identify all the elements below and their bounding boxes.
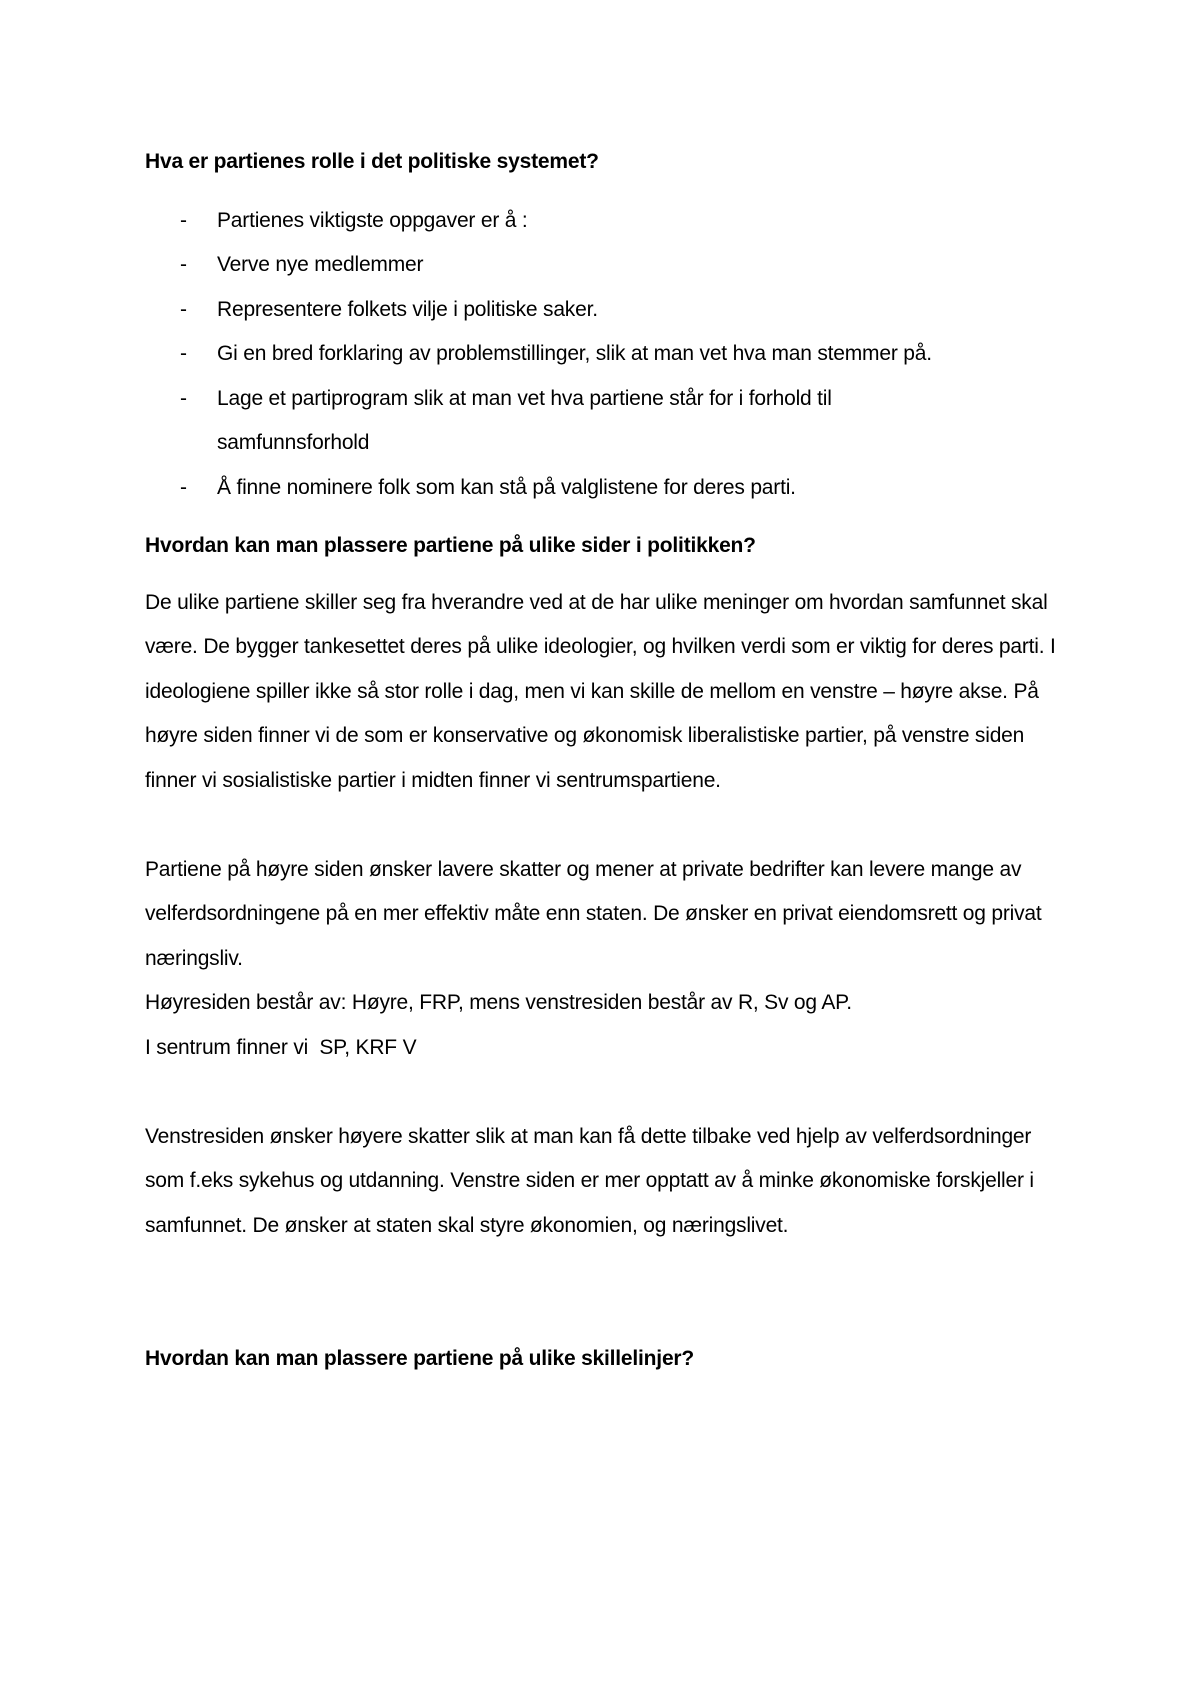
- dash-bullet: -: [180, 253, 187, 276]
- paragraph-ideologies: De ulike partiene skiller seg fra hverandre ved at de har ulike meninger om hvordan samfunnet skal være. De bygger tankesettet deres på ulike ideologier, og hvilken verdi som er viktig for deres parti. I ideologiene spiller ikke så stor rolle i dag, men vi kan skille de mellom en venstre – høyre akse. På høyre siden finner vi de som er konservative og økonomisk liberalistiske partier, på venstre siden finner vi sosialistiske partier i midten finner vi sentrumspartiene.: [145, 590, 1056, 792]
- list-item-text: Partienes viktigste oppgaver er å :: [217, 208, 528, 232]
- spacer: [145, 1248, 1075, 1337]
- paragraph-right-side: Partiene på høyre siden ønsker lavere skatter og mener at private bedrifter kan levere mange av velferdsordningene på en mer effektiv måte enn staten. De ønsker en privat eiendomsrett og privat næringsliv.: [145, 857, 1042, 970]
- dash-bullet: -: [180, 475, 187, 499]
- list-item-text: Verve nye medlemmer: [217, 253, 424, 276]
- heading-party-role: Hva er partienes rolle i det politiske systemet?: [145, 150, 599, 173]
- heading-cleavages: Hvordan kan man plassere partiene på ulike skillelinjer?: [145, 1347, 695, 1370]
- list-item-text: Gi en bred forklaring av problemstillinger, slik at man vet hva man stemmer på.: [217, 342, 932, 365]
- list-item-text: Representere folkets vilje i politiske saker.: [217, 297, 598, 321]
- spacer: [145, 803, 1075, 848]
- list-item: [145, 377, 1075, 466]
- line-centre-parties: I sentrum finner vi SP, KRF V: [145, 1035, 417, 1059]
- list-item: [145, 466, 1075, 511]
- list-item: [145, 332, 1075, 377]
- list-item: [145, 243, 1075, 288]
- party-tasks-list: [145, 199, 1075, 511]
- dash-bullet: -: [180, 342, 187, 365]
- list-item: [145, 199, 1075, 244]
- line-right-side-parties: Høyresiden består av: Høyre, FRP, mens venstresiden består av R, Sv og AP.: [145, 991, 852, 1014]
- dash-bullet: -: [180, 297, 187, 321]
- dash-bullet: -: [180, 208, 187, 232]
- paragraph-left-side: Venstresiden ønsker høyere skatter slik at man kan få dette tilbake ved hjelp av velferdsordninger som f.eks sykehus og utdanning. Venstre siden er mer opptatt av å minke økonomiske forskjeller i samfunnet. De ønsker at staten skal styre økonomien, og næringslivet.: [145, 1124, 1034, 1237]
- spacer: [145, 1070, 1075, 1115]
- list-item: [145, 288, 1075, 333]
- heading-left-right-placement: Hvordan kan man plassere partiene på ulike sider i politikken?: [145, 534, 756, 557]
- dash-bullet: -: [180, 386, 187, 410]
- list-item-text: Lage et partiprogram slik at man vet hva partiene står for i forhold til samfunnsforhold: [217, 386, 832, 454]
- document-body: [145, 140, 1075, 1382]
- list-item-text: Å finne nominere folk som kan stå på valglistene for deres parti.: [217, 475, 796, 499]
